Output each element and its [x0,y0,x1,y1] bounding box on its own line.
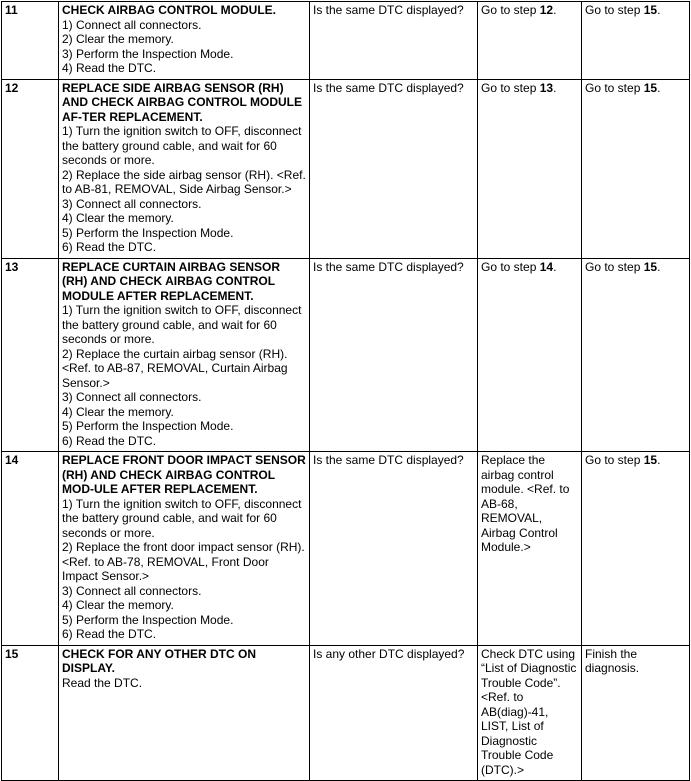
yes-step-ref: 12 [539,3,554,17]
procedure-line: 1) Connect all connectors. [62,17,202,32]
table-row [2,645,690,781]
procedure-line: 3) Connect all connectors. [62,196,202,211]
yes-text: Go to step [481,259,540,274]
yes-text: Go to step [481,3,540,17]
procedure-title: REPLACE FRONT DOOR IMPACT SENSOR (RH) AND CHECK AIRBAG CONTROL MOD-ULE AFTER REPLACEMENT. [62,453,306,496]
no-cell [582,258,690,452]
procedure-line: 2) Replace the curtain airbag sensor (RH). <Ref. to AB-87, REMOVAL, Curtain Airbag Sensor.> [62,346,288,390]
diagnostic-steps-table [1,1,690,781]
check-cell: Is the same DTC displayed? [310,258,478,452]
yes-text: Go to step [481,80,540,95]
yes-step-ref: 14 [539,259,554,274]
procedure-cell [59,2,310,80]
yes-text: Check DTC using “List of Diagnostic Trouble Code”. <Ref. to AB(diag)-41, LIST, List of Diagnostic Trouble Code (DTC).> [481,646,577,777]
no-step-ref: 15 [643,259,658,274]
yes-cell [478,79,582,258]
no-cell [582,79,690,258]
check-cell: Is any other DTC displayed? [310,645,478,781]
procedure-line: 3) Connect all connectors. [62,583,202,598]
table-row [2,79,690,258]
procedure-cell [59,79,310,258]
procedure-line: 2) Replace the side airbag sensor (RH). <Ref. to AB-81, REMOVAL, Side Airbag Sensor.> [62,167,306,196]
step-number: 11 [2,2,59,80]
step-number: 12 [2,79,59,258]
procedure-title: REPLACE CURTAIN AIRBAG SENSOR (RH) AND CHECK AIRBAG CONTROL MODULE AFTER REPLACEMENT. [62,259,281,303]
procedure-title: CHECK FOR ANY OTHER DTC ON DISPLAY. [62,646,257,675]
yes-cell [478,258,582,452]
procedure-title: CHECK AIRBAG CONTROL MODULE. [62,3,276,17]
no-text: Finish the diagnosis. [585,646,640,675]
step-number: 14 [2,452,59,646]
no-text-end: . [657,3,661,17]
no-step-ref: 15 [643,80,658,95]
procedure-title: REPLACE SIDE AIRBAG SENSOR (RH) AND CHECK AIRBAG CONTROL MODULE AF-TER REPLACEMENT. [62,80,302,124]
yes-text-end: . [553,3,557,17]
step-number: 15 [2,645,59,781]
procedure-line: 3) Perform the Inspection Mode. [62,46,234,61]
step-number: 13 [2,258,59,452]
no-text-end: . [657,453,661,467]
no-text: Go to step [585,453,644,467]
no-cell [582,2,690,80]
procedure-line: 5) Perform the Inspection Mode. [62,612,234,627]
procedure-line: 2) Clear the memory. [62,32,174,46]
yes-text: Replace the airbag control module. <Ref. to AB-68, REMOVAL, Airbag Control Module.> [481,453,570,554]
procedure-line: 6) Read the DTC. [62,240,157,254]
procedure-line: 5) Perform the Inspection Mode. [62,419,234,433]
yes-text-end: . [553,259,557,274]
procedure-cell [59,258,310,452]
yes-text-end: . [553,80,557,95]
procedure-line: 4) Clear the memory. [62,598,174,612]
table-row [2,258,690,452]
no-text-end: . [657,80,661,95]
table-row [2,452,690,646]
no-step-ref: 15 [643,453,658,467]
no-text: Go to step [585,80,644,95]
yes-cell [478,452,582,646]
procedure-line: Read the DTC. [62,675,143,690]
procedure-line: 3) Connect all connectors. [62,390,202,404]
procedure-line: 4) Clear the memory. [62,211,174,225]
yes-step-ref: 13 [539,80,554,95]
check-cell: Is the same DTC displayed? [310,79,478,258]
procedure-cell [59,645,310,781]
procedure-line: 4) Read the DTC. [62,61,157,75]
procedure-cell [59,452,310,646]
no-cell [582,645,690,781]
procedure-line: 4) Clear the memory. [62,404,174,419]
procedure-line: 1) Turn the ignition switch to OFF, disconnect the battery ground cable, and wait for 60 seconds or more. [62,124,302,167]
procedure-line: 1) Turn the ignition switch to OFF, disconnect the battery ground cable, and wait for 60 seconds or more. [62,496,302,540]
procedure-line: 6) Read the DTC. [62,433,157,448]
steps-body [2,2,690,781]
check-cell: Is the same DTC displayed? [310,452,478,646]
no-cell [582,452,690,646]
yes-cell [478,645,582,781]
yes-cell [478,2,582,80]
procedure-line: 2) Replace the front door impact sensor (RH). <Ref. to AB-78, REMOVAL, Front Door Impact Sensor.> [62,540,305,583]
no-text: Go to step [585,259,644,274]
check-cell: Is the same DTC displayed? [310,2,478,80]
no-step-ref: 15 [643,3,658,17]
procedure-line: 1) Turn the ignition switch to OFF, disconnect the battery ground cable, and wait for 60 seconds or more. [62,303,302,346]
table-row [2,2,690,80]
procedure-line: 5) Perform the Inspection Mode. [62,225,234,240]
no-text: Go to step [585,3,644,17]
no-text-end: . [657,259,661,274]
procedure-line: 6) Read the DTC. [62,627,157,641]
